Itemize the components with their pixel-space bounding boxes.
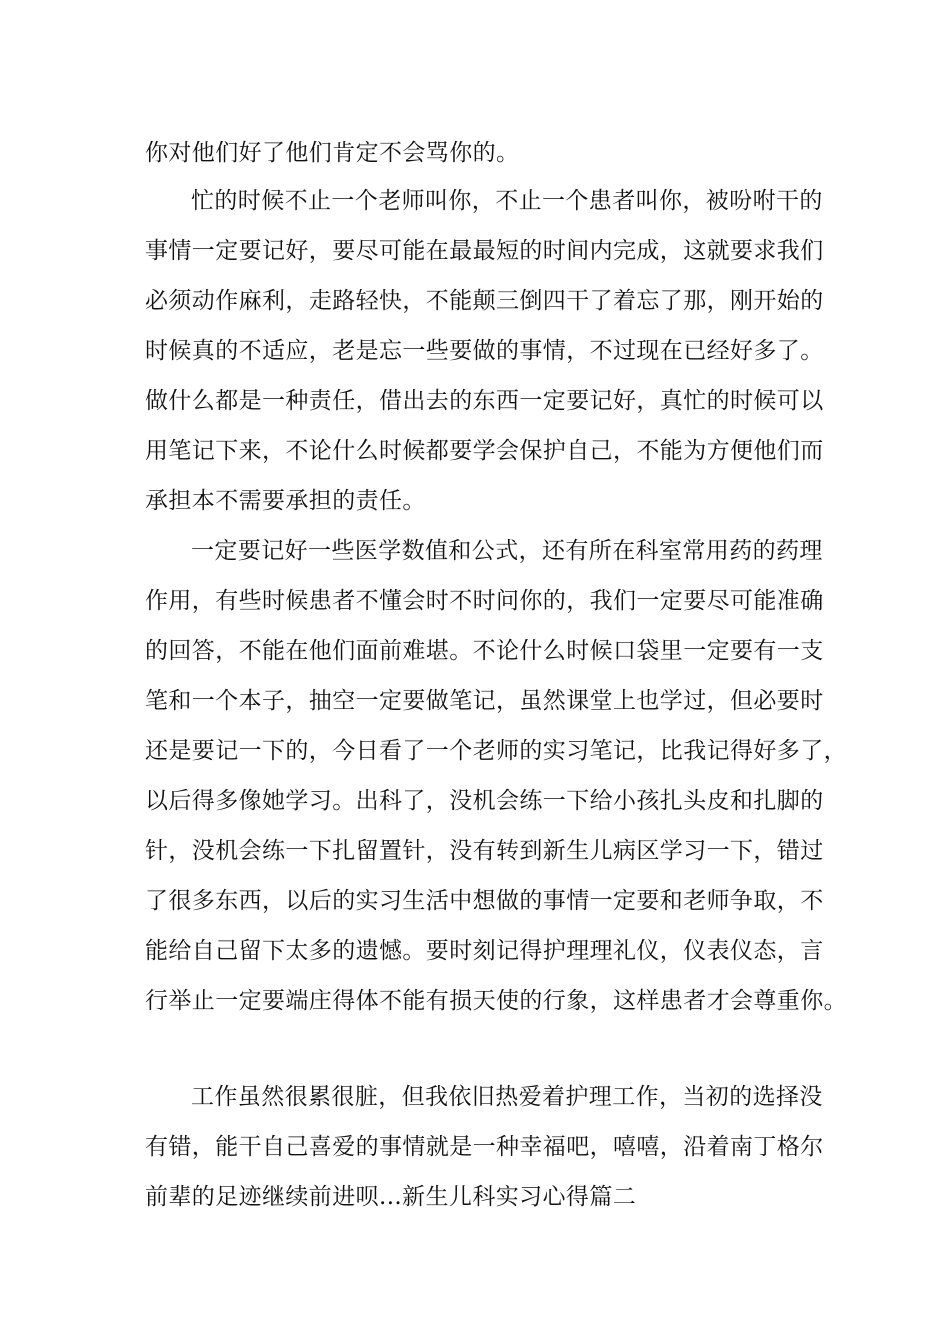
paragraph-first-line: 忙的时候不止一个老师叫你，不止一个患者叫你，被吩咐干的 (191, 188, 823, 214)
text-line: 还是要记一下的，今日看了一个老师的实习笔记，比我记得好多了， (145, 738, 847, 764)
text-line: 事情一定要记好，要尽可能在最最短的时间内完成，这就要求我们 (145, 238, 824, 264)
text-line: 你对他们好了他们肯定不会骂你的。 (145, 140, 520, 166)
text-line: 针，没机会练一下扎留置针，没有转到新生儿病区学习一下，错过 (145, 838, 824, 864)
text-line: 前辈的足迹继续前进呗...新生儿科实习心得篇二 (145, 1184, 637, 1210)
text-line: 必须动作麻利，走路轻快，不能颠三倒四干了着忘了那，刚开始的 (145, 288, 824, 314)
text-line: 以后得多像她学习。出科了，没机会练一下给小孩扎头皮和扎脚的 (145, 788, 824, 814)
text-line: 能给自己留下太多的遗憾。要时刻记得护理理礼仪，仪表仪态，言 (145, 938, 824, 964)
paragraph-first-line: 工作虽然很累很脏，但我依旧热爱着护理工作，当初的选择没 (191, 1084, 823, 1110)
text-line: 了很多东西，以后的实习生活中想做的事情一定要和老师争取，不 (145, 888, 824, 914)
text-line: 承担本不需要承担的责任。 (145, 488, 426, 514)
text-line: 作用，有些时候患者不懂会时不时问你的，我们一定要尽可能准确 (145, 588, 824, 614)
text-line: 用笔记下来，不论什么时候都要学会保护自己，不能为方便他们而 (145, 438, 824, 464)
text-line: 时候真的不适应，老是忘一些要做的事情，不过现在已经好多了。 (145, 338, 824, 364)
text-line: 有错，能干自己喜爱的事情就是一种幸福吧，嘻嘻，沿着南丁格尔 (145, 1134, 824, 1160)
text-line: 笔和一个本子，抽空一定要做笔记，虽然课堂上也学过，但必要时 (145, 688, 824, 714)
text-line: 做什么都是一种责任，借出去的东西一定要记好，真忙的时候可以 (145, 388, 824, 414)
text-line: 行举止一定要端庄得体不能有损天使的行象，这样患者才会尊重你。 (145, 988, 847, 1014)
paragraph-first-line: 一定要记好一些医学数值和公式，还有所在科室常用药的药理 (191, 538, 823, 564)
text-line: 的回答，不能在他们面前难堪。不论什么时候口袋里一定要有一支 (145, 638, 824, 664)
